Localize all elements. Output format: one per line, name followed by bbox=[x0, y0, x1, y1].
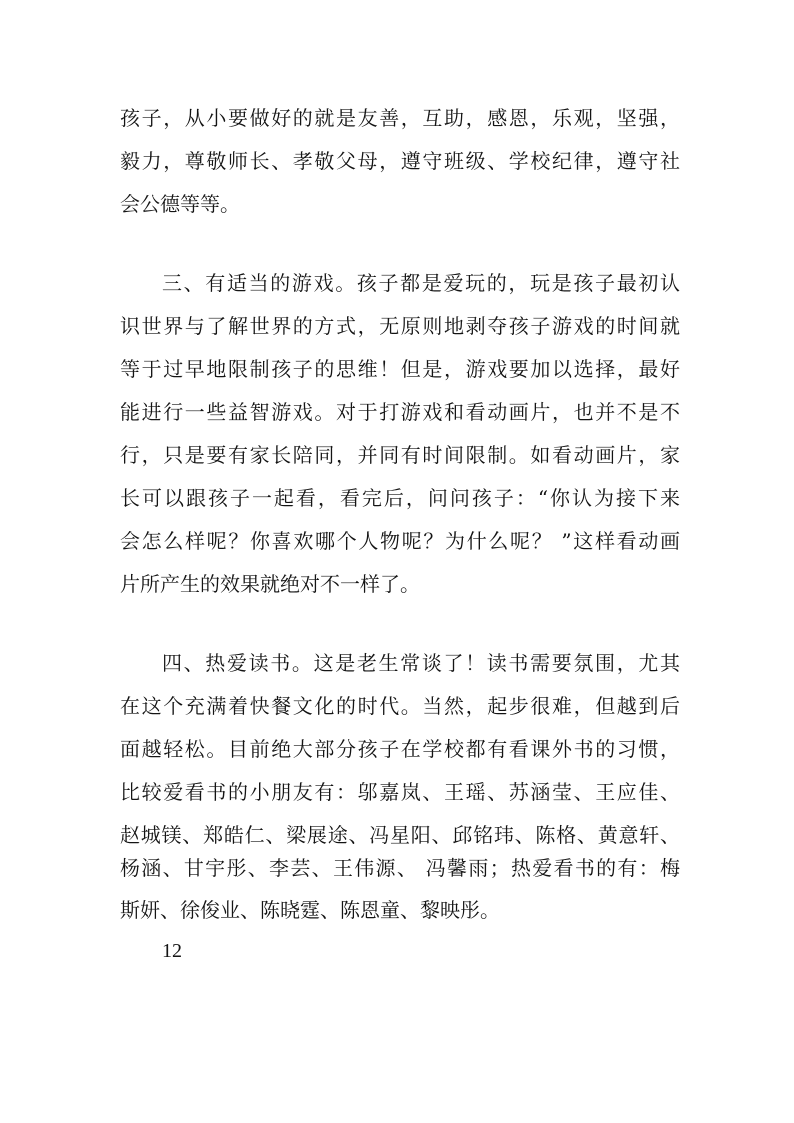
paragraph-3-line-1: 四、热爱读书。这是老生常谈了！读书需要氛围，尤其 bbox=[162, 651, 680, 675]
paragraph-3-line-7: 斯妍、徐俊业、陈晓霆、陈恩童、黎映彤。 bbox=[120, 898, 500, 922]
paragraph-3-line-3: 面越轻松。目前绝大部分孩子在学校都有看课外书的习惯， bbox=[120, 737, 680, 761]
paragraph-2-line-5: 行，只是要有家长陪同，并同有时间限制。如看动画片，家 bbox=[120, 443, 680, 467]
paragraph-2-line-6: 长可以跟孩子一起看，看完后，问问孩子：“你认为接下来 bbox=[120, 486, 680, 510]
page-number: 12 bbox=[162, 940, 182, 962]
paragraph-2-line-3: 等于过早地限制孩子的思维！但是，游戏要加以选择，最好 bbox=[120, 357, 680, 381]
paragraph-3-line-2: 在这个充满着快餐文化的时代。当然，起步很难，但越到后 bbox=[120, 694, 680, 718]
paragraph-3-line-5: 赵城镁、郑皓仁、梁展途、冯星阳、邱铭玮、陈格、黄意轩、 bbox=[120, 823, 680, 847]
paragraph-3-line-4: 比较爱看书的小朋友有：邬嘉岚、王瑶、苏涵莹、王应佳、 bbox=[120, 780, 680, 804]
paragraph-1-line-3: 会公德等等。 bbox=[120, 192, 240, 216]
paragraph-1-line-1: 孩子，从小要做好的就是友善，互助，感恩，乐观，坚强， bbox=[120, 106, 680, 130]
paragraph-2-line-7: 会怎么样呢？你喜欢哪个人物呢？为什么呢？ ”这样看动画 bbox=[120, 529, 680, 553]
paragraph-2-line-1: 三、有适当的游戏。孩子都是爱玩的，玩是孩子最初认 bbox=[162, 271, 680, 295]
paragraph-2-line-8: 片所产生的效果就绝对不一样了。 bbox=[120, 572, 420, 596]
paragraph-2-line-2: 识世界与了解世界的方式，无原则地剥夺孩子游戏的时间就 bbox=[120, 314, 680, 338]
paragraph-1-line-2: 毅力，尊敬师长、孝敬父母，遵守班级、学校纪律，遵守社 bbox=[120, 149, 680, 173]
paragraph-2-line-4: 能进行一些益智游戏。对于打游戏和看动画片，也并不是不 bbox=[120, 400, 680, 424]
paragraph-3-line-6: 杨涵、甘宇彤、李芸、王伟源、 冯馨雨；热爱看书的有：梅 bbox=[120, 856, 680, 880]
